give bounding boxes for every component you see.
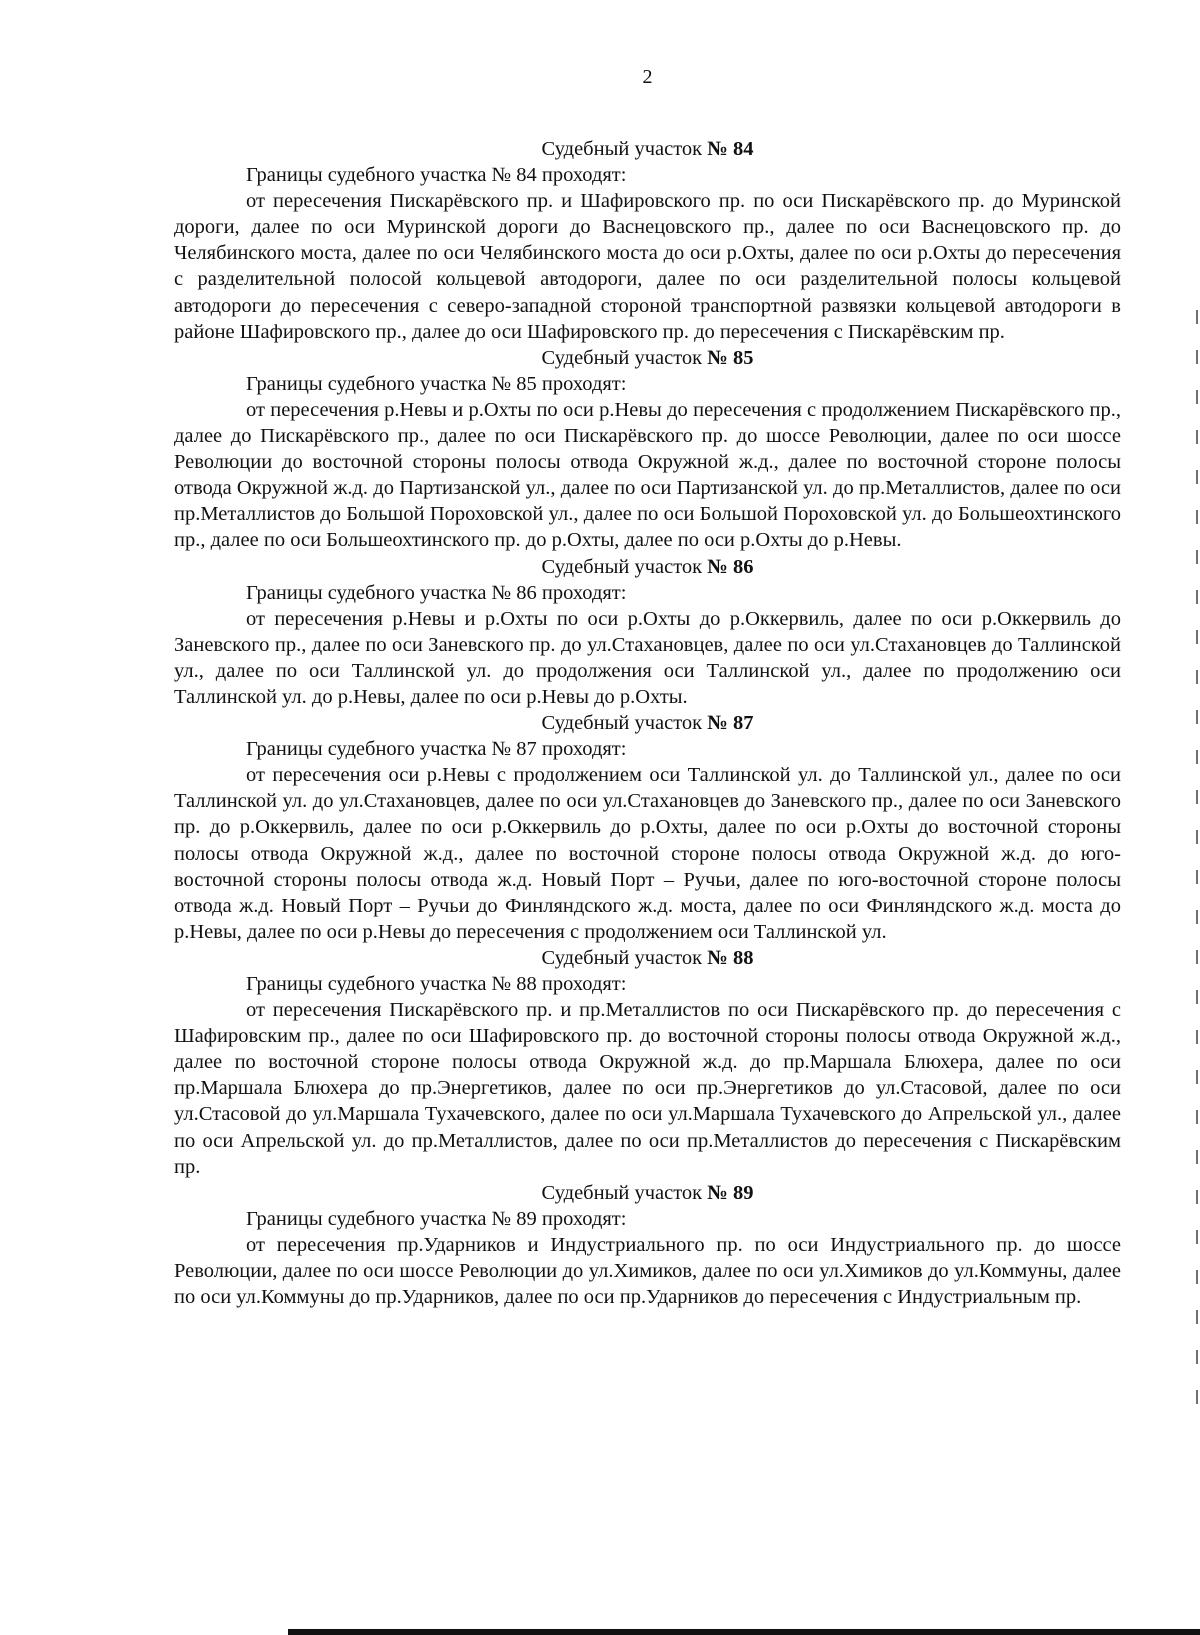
court-district-89: [174, 1180, 1121, 1310]
court-district-84: [174, 136, 1121, 345]
section-title-number: № 86: [707, 555, 754, 578]
section-title-prefix: Судебный участок: [541, 555, 703, 578]
scan-bottom-bar: [288, 1629, 1200, 1635]
section-title: [174, 945, 1121, 971]
section-title-number: № 85: [707, 346, 754, 369]
section-title-number: № 84: [707, 138, 754, 160]
section-intro: Границы судебного участка № 87 проходят:: [246, 738, 627, 761]
section-boundary-text: от пересечения Пискарёвского пр. и Шафировского пр. по оси Пискарёвского пр. до Муринской дороги, далее по оси Муринской дороги до Васнецовского пр., далее по оси Васнецовского пр. до Челябинского моста, далее по оси Челябинского моста до оси р.Охты, далее по оси р.Охты до пересечения с разделительной полосой кольцевой автодороги, далее по оси разделительной полосы кольцевой автодороги до пересечения с северо-западной стороной транспортной развязки кольцевой автодороги в районе Шафировского пр., далее до оси Шафировского пр. до пересечения с Пискарёвским пр.: [174, 190, 1121, 343]
section-title-number: № 87: [707, 712, 754, 735]
court-district-85: [174, 345, 1121, 554]
section-title: [174, 710, 1121, 736]
section-title-prefix: Судебный участок: [541, 346, 703, 369]
section-boundary-text: от пересечения оси р.Невы с продолжением оси Таллинской ул. до Таллинской ул., далее по оси Таллинской ул. до ул.Стахановцев, далее по оси ул.Стахановцев до Заневского пр., далее по оси Заневского пр. до р.Оккервиль, далее по оси р.Оккервиль до р.Охты, далее по оси р.Охты до восточной стороны полосы отвода Окружной ж.д., далее по восточной стороне полосы отвода Окружной ж.д. до юго-восточной стороны полосы отвода ж.д. Новый Порт – Ручьи, далее по юго-восточной стороне полосы отвода ж.д. Новый Порт – Ручьи до Финляндского ж.д. моста, далее по оси Финляндского ж.д. моста до р.Невы, далее по оси р.Невы до пересечения с продолжением оси Таллинской ул.: [174, 764, 1121, 943]
section-title: [174, 136, 1121, 162]
court-district-88: [174, 945, 1121, 1180]
court-district-86: [174, 554, 1121, 711]
section-intro: Границы судебного участка № 85 проходят:: [246, 372, 627, 395]
section-boundary-text: от пересечения пр.Ударников и Индустриального пр. по оси Индустриального пр. до шоссе Революции, далее по оси шоссе Революции до ул.Химиков, далее по оси ул.Химиков до ул.Коммуны, далее по оси ул.Коммуны до пр.Ударников, далее по оси пр.Ударников до пересечения с Индустриальным пр.: [174, 1233, 1121, 1309]
page-number: 2: [642, 66, 653, 88]
section-intro: Границы судебного участка № 84 проходят:: [246, 164, 627, 187]
section-title-number: № 88: [707, 946, 754, 969]
section-title-prefix: Судебный участок: [541, 712, 703, 735]
section-title-prefix: Судебный участок: [541, 1181, 703, 1204]
section-title-prefix: Судебный участок: [541, 946, 703, 969]
section-title-number: № 89: [707, 1181, 754, 1204]
section-title: [174, 345, 1121, 371]
section-intro: Границы судебного участка № 88 проходят:: [246, 973, 627, 995]
section-title-prefix: Судебный участок: [541, 138, 703, 160]
court-district-87: [174, 710, 1121, 945]
section-title: [174, 1180, 1121, 1206]
scan-edge-artifact: [1196, 310, 1198, 1410]
section-boundary-text: от пересечения р.Невы и р.Охты по оси р.Охты до р.Оккервиль, далее по оси р.Оккервиль до Заневского пр., далее по оси Заневского пр. до ул.Стахановцев, далее по оси ул.Стахановцев до Таллинской ул., далее по оси Таллинской ул. до продолжения оси Таллинской ул., далее по продолжению оси Таллинской ул. до р.Невы, далее по оси р.Невы до р.Охты.: [174, 607, 1121, 708]
section-intro: Границы судебного участка № 89 проходят:: [246, 1207, 627, 1230]
section-boundary-text: от пересечения р.Невы и р.Охты по оси р.Невы до пересечения с продолжением Пискарёвского пр., далее до Пискарёвского пр., далее по оси Пискарёвского пр. до шоссе Революции, далее по оси шоссе Революции до восточной стороны полосы отвода Окружной ж.д., далее по восточной стороне полосы отвода Окружной ж.д. до Партизанской ул., далее по оси Партизанской ул. до пр.Металлистов, далее по оси пр.Металлистов до Большой Пороховской ул., далее по оси Большой Пороховской ул. до Большеохтинского пр., далее по оси Большеохтинского пр. до р.Охты, далее по оси р.Охты до р.Невы.: [174, 398, 1121, 552]
section-title: [174, 554, 1121, 580]
section-boundary-text: от пересечения Пискарёвского пр. и пр.Металлистов по оси Пискарёвского пр. до пересечения с Шафировским пр., далее по оси Шафировского пр. до восточной стороны полосы отвода Окружной ж.д., далее по восточной стороне полосы отвода Окружной ж.д. до пр.Маршала Блюхера, далее по оси пр.Маршала Блюхера до пр.Энергетиков, далее по оси пр.Энергетиков до ул.Стасовой, далее по оси ул.Стасовой до ул.Маршала Тухачевского, далее по оси ул.Маршала Тухачевского до Апрельской ул., далее по оси Апрельской ул. до пр.Металлистов, далее по оси пр.Металлистов до пересечения с Пискарёвским пр.: [174, 999, 1121, 1178]
document-body: [174, 136, 1121, 1310]
section-intro: Границы судебного участка № 86 проходят:: [246, 581, 627, 604]
